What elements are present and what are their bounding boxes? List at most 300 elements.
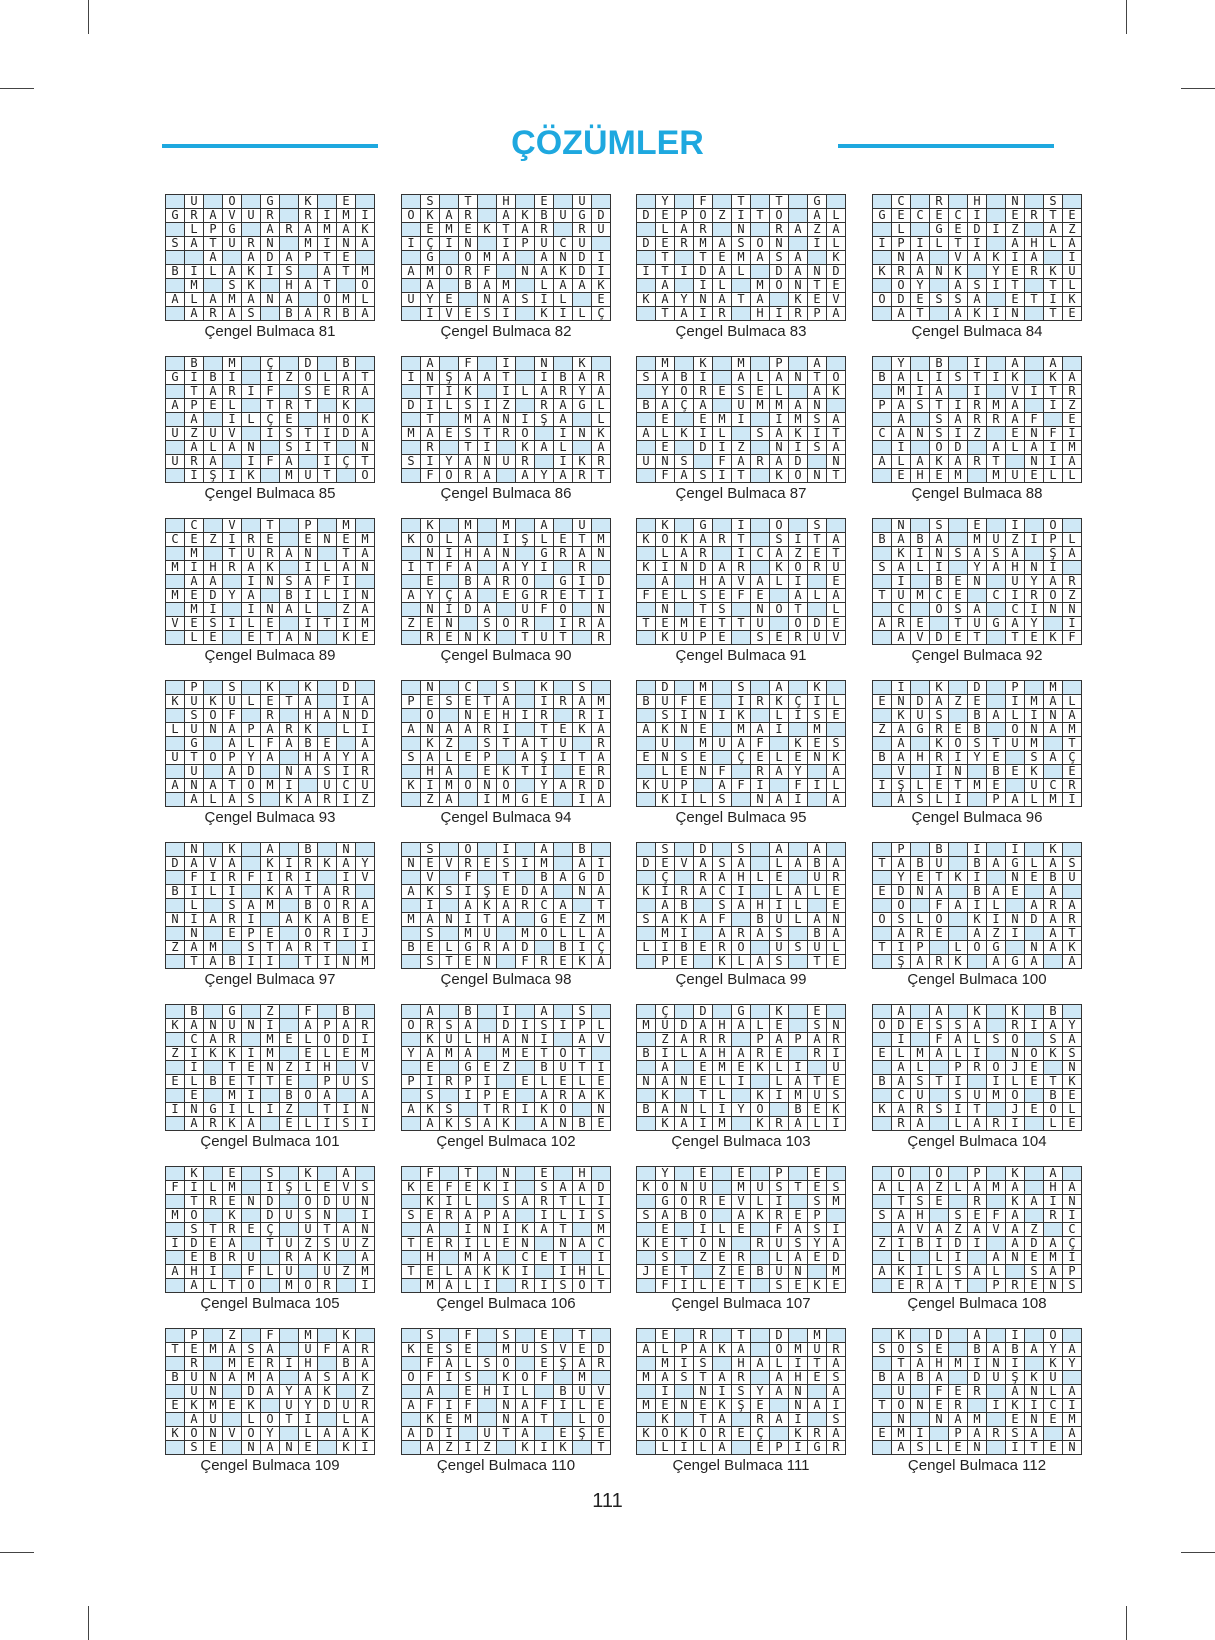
crossword-solution xyxy=(636,356,846,502)
grid-cell: K xyxy=(1006,1167,1025,1181)
crossword-grid xyxy=(636,1166,846,1293)
grid-cell: V xyxy=(732,1195,751,1209)
grid-cell-blank xyxy=(261,1399,280,1413)
grid-cell-blank xyxy=(337,1061,356,1075)
grid-cell-blank xyxy=(873,899,892,913)
grid-cell: M xyxy=(732,1181,751,1195)
grid-cell: L xyxy=(827,941,846,955)
grid-cell: A xyxy=(421,1047,440,1061)
grid-cell: L xyxy=(968,1033,987,1047)
grid-cell: Ü xyxy=(751,617,770,631)
grid-cell-blank xyxy=(732,765,751,779)
grid-cell-blank xyxy=(827,1167,846,1181)
grid-cell: U xyxy=(1006,575,1025,589)
grid-cell-blank xyxy=(637,1005,656,1019)
grid-cell: K xyxy=(554,265,573,279)
grid-cell: O xyxy=(356,279,375,293)
grid-cell: A xyxy=(1006,793,1025,807)
grid-cell: M xyxy=(987,1181,1006,1195)
grid-cell: N xyxy=(892,251,911,265)
grid-cell-blank xyxy=(535,575,554,589)
grid-cell-blank xyxy=(402,927,421,941)
grid-cell-blank xyxy=(732,1089,751,1103)
grid-cell: N xyxy=(675,1103,694,1117)
grid-cell: E xyxy=(1006,265,1025,279)
grid-cell: S xyxy=(299,1209,318,1223)
grid-cell: A xyxy=(516,1427,535,1441)
grid-cell-blank xyxy=(185,251,204,265)
grid-cell-blank xyxy=(223,941,242,955)
grid-cell: Ş xyxy=(204,469,223,483)
grid-cell-blank xyxy=(1025,1181,1044,1195)
grid-cell: K xyxy=(421,519,440,533)
grid-cell: I xyxy=(535,371,554,385)
grid-cell: U xyxy=(299,1223,318,1237)
grid-cell: T xyxy=(299,885,318,899)
grid-cell: E xyxy=(573,765,592,779)
grid-cell: A xyxy=(892,1209,911,1223)
grid-cell: E xyxy=(223,1167,242,1181)
grid-cell: E xyxy=(261,695,280,709)
grid-cell: T xyxy=(280,695,299,709)
grid-cell: L xyxy=(185,293,204,307)
grid-cell: Y xyxy=(968,751,987,765)
grid-cell: E xyxy=(808,1167,827,1181)
grid-cell: I xyxy=(337,927,356,941)
grid-cell: K xyxy=(770,561,789,575)
grid-cell: E xyxy=(421,857,440,871)
grid-cell: E xyxy=(535,1329,554,1343)
grid-cell: A xyxy=(356,695,375,709)
grid-cell-blank xyxy=(637,385,656,399)
grid-cell-blank xyxy=(789,195,808,209)
grid-cell: K xyxy=(694,357,713,371)
grid-cell: B xyxy=(873,533,892,547)
grid-cell: N xyxy=(911,885,930,899)
grid-cell-blank xyxy=(402,1117,421,1131)
grid-cell: D xyxy=(261,1209,280,1223)
grid-cell: N xyxy=(1025,723,1044,737)
grid-cell: E xyxy=(827,1075,846,1089)
grid-cell: S xyxy=(573,681,592,695)
grid-cell: S xyxy=(675,751,694,765)
grid-cell-blank xyxy=(166,1413,185,1427)
grid-cell: A xyxy=(732,1019,751,1033)
grid-cell-blank xyxy=(808,1385,827,1399)
grid-cell-blank xyxy=(987,1441,1006,1455)
grid-cell: I xyxy=(554,1019,573,1033)
grid-cell: A xyxy=(459,1047,478,1061)
grid-cell: A xyxy=(656,293,675,307)
grid-cell: S xyxy=(656,843,675,857)
grid-cell: E xyxy=(554,589,573,603)
grid-cell: G xyxy=(204,1103,223,1117)
grid-cell-blank xyxy=(968,589,987,603)
grid-cell-blank xyxy=(637,1251,656,1265)
grid-cell: A xyxy=(242,251,261,265)
grid-cell: I xyxy=(402,371,421,385)
puzzle-caption: Çengel Bulmaca 81 xyxy=(204,323,336,340)
grid-cell: A xyxy=(421,1441,440,1455)
grid-cell: M xyxy=(1044,1251,1063,1265)
grid-cell: I xyxy=(459,913,478,927)
grid-cell: E xyxy=(789,1279,808,1293)
grid-cell: Ç xyxy=(261,413,280,427)
grid-cell: S xyxy=(497,681,516,695)
grid-cell: N xyxy=(1006,1251,1025,1265)
grid-cell: C xyxy=(1044,1399,1063,1413)
grid-cell: P xyxy=(892,237,911,251)
grid-cell: C xyxy=(185,1033,204,1047)
grid-cell-blank xyxy=(770,1399,789,1413)
grid-cell: E xyxy=(808,1251,827,1265)
grid-cell: Ü xyxy=(1006,737,1025,751)
grid-cell: K xyxy=(873,1103,892,1117)
grid-cell-blank xyxy=(1025,223,1044,237)
grid-cell: E xyxy=(421,1061,440,1075)
grid-cell: K xyxy=(592,427,611,441)
grid-cell: B xyxy=(573,843,592,857)
grid-cell: A xyxy=(770,1413,789,1427)
grid-cell: R xyxy=(280,399,299,413)
crossword-grid xyxy=(636,518,846,645)
grid-cell: M xyxy=(204,1343,223,1357)
grid-cell: Z xyxy=(280,371,299,385)
grid-cell: A xyxy=(497,1209,516,1223)
grid-cell-blank xyxy=(1025,195,1044,209)
grid-cell-blank xyxy=(402,1167,421,1181)
grid-cell: M xyxy=(637,1399,656,1413)
grid-cell: A xyxy=(554,279,573,293)
grid-cell: Ş xyxy=(732,1399,751,1413)
grid-cell: R xyxy=(675,237,694,251)
grid-cell: A xyxy=(318,913,337,927)
grid-cell-blank xyxy=(242,427,261,441)
grid-cell: A xyxy=(440,765,459,779)
grid-cell-blank xyxy=(516,1329,535,1343)
grid-cell: O xyxy=(1044,519,1063,533)
grid-cell-blank xyxy=(166,519,185,533)
grid-cell: R xyxy=(930,751,949,765)
grid-cell: T xyxy=(770,195,789,209)
grid-cell: K xyxy=(166,1427,185,1441)
grid-cell: O xyxy=(892,899,911,913)
grid-cell: S xyxy=(459,399,478,413)
grid-cell: R xyxy=(987,1117,1006,1131)
grid-cell-blank xyxy=(337,1209,356,1223)
grid-cell: L xyxy=(242,737,261,751)
grid-cell: N xyxy=(440,913,459,927)
grid-cell: A xyxy=(337,1371,356,1385)
grid-cell: N xyxy=(1063,1061,1082,1075)
grid-cell: A xyxy=(892,737,911,751)
grid-cell: N xyxy=(421,723,440,737)
grid-cell: O xyxy=(770,209,789,223)
grid-cell-blank xyxy=(318,519,337,533)
grid-cell: O xyxy=(554,603,573,617)
grid-cell: M xyxy=(459,519,478,533)
grid-cell: L xyxy=(930,1251,949,1265)
grid-cell: A xyxy=(223,307,242,321)
grid-cell: O xyxy=(185,1427,204,1441)
grid-cell: B xyxy=(1044,1005,1063,1019)
grid-cell: Ş xyxy=(892,955,911,969)
grid-cell-blank xyxy=(318,1413,337,1427)
crossword-solution xyxy=(872,1328,1082,1474)
grid-cell: N xyxy=(318,533,337,547)
grid-cell: A xyxy=(713,871,732,885)
grid-cell: A xyxy=(299,793,318,807)
grid-cell-blank xyxy=(637,413,656,427)
grid-cell: A xyxy=(968,547,987,561)
grid-cell: I xyxy=(949,1251,968,1265)
grid-cell-blank xyxy=(968,765,987,779)
grid-cell-blank xyxy=(497,469,516,483)
grid-cell: A xyxy=(808,843,827,857)
grid-cell: I xyxy=(535,1209,554,1223)
grid-cell-blank xyxy=(440,519,459,533)
grid-cell: E xyxy=(421,1265,440,1279)
grid-cell-blank xyxy=(497,1441,516,1455)
grid-cell: K xyxy=(713,1343,732,1357)
grid-cell: T xyxy=(694,603,713,617)
grid-cell: A xyxy=(592,385,611,399)
grid-cell: S xyxy=(808,413,827,427)
crossword-grid xyxy=(636,1328,846,1455)
grid-cell: A xyxy=(204,575,223,589)
grid-cell: A xyxy=(789,265,808,279)
grid-cell: E xyxy=(713,1279,732,1293)
grid-cell: E xyxy=(656,1237,675,1251)
grid-cell: L xyxy=(592,399,611,413)
grid-cell: L xyxy=(827,209,846,223)
grid-cell-blank xyxy=(873,441,892,455)
grid-cell: E xyxy=(554,1427,573,1441)
grid-cell: M xyxy=(185,279,204,293)
grid-cell: Ü xyxy=(656,695,675,709)
grid-cell-blank xyxy=(204,843,223,857)
grid-cell: H xyxy=(911,469,930,483)
grid-cell-blank xyxy=(1025,547,1044,561)
grid-cell: C xyxy=(1063,1223,1082,1237)
grid-cell: Y xyxy=(675,293,694,307)
grid-cell: Z xyxy=(1063,589,1082,603)
grid-cell: I xyxy=(497,385,516,399)
grid-cell-blank xyxy=(637,195,656,209)
grid-cell: E xyxy=(1025,1103,1044,1117)
grid-cell: L xyxy=(949,1117,968,1131)
grid-cell-blank xyxy=(1063,1167,1082,1181)
grid-cell: R xyxy=(592,371,611,385)
grid-cell: R xyxy=(535,589,554,603)
grid-cell: A xyxy=(261,223,280,237)
grid-cell: Y xyxy=(535,779,554,793)
grid-cell-blank xyxy=(637,1223,656,1237)
grid-cell: R xyxy=(987,413,1006,427)
grid-cell: A xyxy=(261,1371,280,1385)
grid-cell: A xyxy=(554,469,573,483)
grid-cell-blank xyxy=(1025,1033,1044,1047)
grid-cell: K xyxy=(497,1117,516,1131)
grid-cell: A xyxy=(968,1181,987,1195)
grid-cell: A xyxy=(1044,1237,1063,1251)
grid-cell-blank xyxy=(478,209,497,223)
grid-cell-blank xyxy=(223,251,242,265)
grid-cell: R xyxy=(732,1251,751,1265)
crop-mark xyxy=(0,1552,34,1553)
grid-cell: A xyxy=(732,371,751,385)
grid-cell: Ü xyxy=(656,737,675,751)
grid-cell: M xyxy=(356,533,375,547)
grid-cell-blank xyxy=(337,1385,356,1399)
grid-cell: I xyxy=(318,209,337,223)
grid-cell: K xyxy=(554,1441,573,1455)
grid-cell-blank xyxy=(751,413,770,427)
grid-cell: T xyxy=(535,737,554,751)
grid-cell: L xyxy=(930,793,949,807)
grid-cell: R xyxy=(573,617,592,631)
grid-cell: U xyxy=(280,1399,299,1413)
grid-cell: V xyxy=(987,1223,1006,1237)
grid-cell: P xyxy=(478,1209,497,1223)
grid-cell-blank xyxy=(204,1005,223,1019)
grid-cell: T xyxy=(1044,1075,1063,1089)
grid-cell: A xyxy=(892,857,911,871)
grid-cell: B xyxy=(911,1371,930,1385)
grid-cell: L xyxy=(1063,279,1082,293)
grid-cell: T xyxy=(637,617,656,631)
grid-cell: R xyxy=(987,1427,1006,1441)
grid-cell: R xyxy=(421,1019,440,1033)
grid-cell-blank xyxy=(713,223,732,237)
grid-cell: S xyxy=(827,1181,846,1195)
grid-cell: Ö xyxy=(751,1103,770,1117)
grid-cell: L xyxy=(1025,793,1044,807)
grid-cell: A xyxy=(637,427,656,441)
grid-cell: S xyxy=(535,1019,554,1033)
grid-cell: A xyxy=(713,237,732,251)
grid-cell-blank xyxy=(402,251,421,265)
grid-cell: K xyxy=(930,681,949,695)
grid-cell-blank xyxy=(732,913,751,927)
grid-cell: Y xyxy=(280,1385,299,1399)
grid-cell: I xyxy=(592,589,611,603)
grid-cell: S xyxy=(1063,1047,1082,1061)
grid-cell: E xyxy=(459,1181,478,1195)
grid-cell: L xyxy=(930,1265,949,1279)
grid-cell-blank xyxy=(516,1209,535,1223)
grid-cell: E xyxy=(535,793,554,807)
grid-cell: T xyxy=(808,1357,827,1371)
grid-cell: I xyxy=(732,413,751,427)
grid-cell-blank xyxy=(675,1385,694,1399)
crossword-solution xyxy=(165,1004,375,1150)
grid-cell: S xyxy=(637,371,656,385)
grid-cell: E xyxy=(592,1075,611,1089)
crossword-grid xyxy=(636,1004,846,1131)
grid-cell: I xyxy=(440,1399,459,1413)
grid-cell: A xyxy=(356,547,375,561)
grid-cell: A xyxy=(713,265,732,279)
grid-cell-blank xyxy=(637,1413,656,1427)
grid-cell-blank xyxy=(873,195,892,209)
grid-cell: K xyxy=(261,885,280,899)
grid-cell: I xyxy=(987,223,1006,237)
grid-cell: A xyxy=(592,441,611,455)
grid-cell: F xyxy=(1025,413,1044,427)
grid-cell: L xyxy=(656,427,675,441)
grid-cell: K xyxy=(656,723,675,737)
grid-cell-blank xyxy=(337,441,356,455)
grid-cell: D xyxy=(1025,1237,1044,1251)
grid-cell: Y xyxy=(223,589,242,603)
grid-cell: R xyxy=(440,1209,459,1223)
grid-cell: I xyxy=(535,1033,554,1047)
grid-cell: R xyxy=(808,1427,827,1441)
grid-cell: L xyxy=(694,793,713,807)
grid-cell: F xyxy=(440,561,459,575)
grid-cell: K xyxy=(1063,1075,1082,1089)
grid-cell: Z xyxy=(656,1033,675,1047)
grid-cell: U xyxy=(478,1427,497,1441)
grid-cell: Y xyxy=(789,765,808,779)
grid-cell-blank xyxy=(280,561,299,575)
grid-cell-blank xyxy=(402,871,421,885)
grid-cell: S xyxy=(808,709,827,723)
grid-cell: S xyxy=(713,899,732,913)
grid-cell-blank xyxy=(789,237,808,251)
grid-cell: I xyxy=(694,371,713,385)
grid-cell: M xyxy=(968,1413,987,1427)
grid-cell: A xyxy=(356,237,375,251)
grid-cell: L xyxy=(892,1181,911,1195)
grid-cell: E xyxy=(299,533,318,547)
grid-cell: K xyxy=(592,1089,611,1103)
grid-cell: E xyxy=(223,1195,242,1209)
grid-cell: Ç xyxy=(1063,751,1082,765)
grid-cell: T xyxy=(185,385,204,399)
grid-cell: V xyxy=(204,857,223,871)
grid-cell: Y xyxy=(299,1399,318,1413)
grid-cell: A xyxy=(911,265,930,279)
grid-cell: B xyxy=(554,371,573,385)
grid-cell: D xyxy=(968,223,987,237)
grid-cell: L xyxy=(440,941,459,955)
grid-cell: O xyxy=(440,265,459,279)
grid-cell: M xyxy=(732,357,751,371)
grid-cell: U xyxy=(337,1399,356,1413)
grid-cell: E xyxy=(204,1441,223,1455)
grid-cell: N xyxy=(459,709,478,723)
grid-cell: E xyxy=(930,1343,949,1357)
grid-cell-blank xyxy=(459,293,478,307)
grid-cell: S xyxy=(402,1209,421,1223)
grid-cell: P xyxy=(1006,681,1025,695)
grid-cell-blank xyxy=(873,843,892,857)
grid-cell-blank xyxy=(592,1047,611,1061)
grid-cell: A xyxy=(242,589,261,603)
grid-cell: M xyxy=(694,681,713,695)
grid-cell: V xyxy=(223,1427,242,1441)
grid-cell: A xyxy=(516,1195,535,1209)
grid-cell: A xyxy=(185,237,204,251)
grid-cell: E xyxy=(185,1343,204,1357)
grid-cell: T xyxy=(554,631,573,645)
grid-cell: A xyxy=(694,857,713,871)
grid-cell: N xyxy=(694,709,713,723)
grid-cell: U xyxy=(554,1061,573,1075)
grid-cell: K xyxy=(637,561,656,575)
